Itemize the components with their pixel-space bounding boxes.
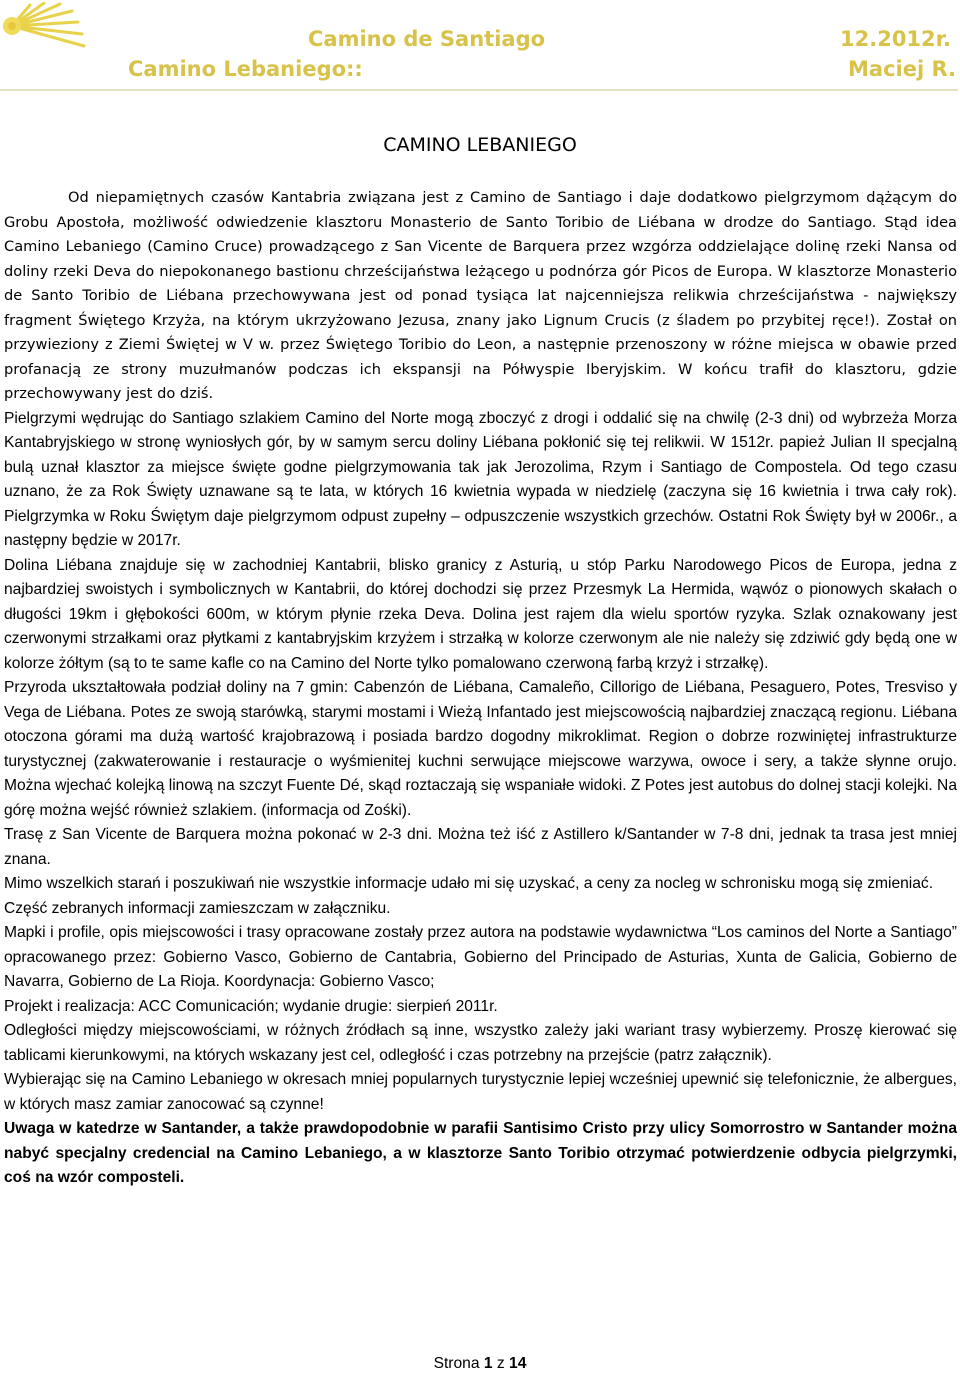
document-body [4,186,957,1191]
scallop-shell-logo [2,2,86,54]
paragraph: Mimo wszelkich starań i poszukiwań nie wszystkie informacje udało mi się uzyskać, a ceny za nocleg w schronisku mogą się zmieniać. [4,875,934,892]
header-title: Camino de Santiago [308,27,546,51]
footer-prefix: Strona [433,1355,480,1372]
paragraph: Projekt i realizacja: ACC Comunicación; wydanie drugie: sierpień 2011r. [4,997,498,1015]
page-total: 14 [509,1355,527,1372]
page-title: CAMINO LEBANIEGO [383,134,577,156]
scallop-shell-icon [2,2,86,54]
paragraph: Mapki i profile, opis miejscowości i trasy opracowane zostały przez autora na podstawie wydawnictwa “Los caminos del Norte a Santiago” opracowanego przez: Gobierno Vasco, Gobierno de Cantabria, Gobierno del Principado de Asturias, Xunta de Galicia, Gobierno de Navarra, Gobierno de La Rioja. Koordynacja: Gobierno Vasco; [4,924,957,990]
paragraph: Pielgrzymi wędrując do Santiago szlakiem Camino del Norte mogą zboczyć z drogi i oddalić się na chwilę (2-3 dni) od wybrzeża Morza Kantabryjskiego w stronę wyniosłych gór, by w samym sercu doliny Liébana pokłonić się tej relikwii. W 1512r. papież Julian II specjalną bulą uznał klasztor za miejsce święte godne pielgrzymowania tak jak Jerozolima, Rzym i Santiago de Compostela. Od tego czasu uznano, że za Rok Święty uznawane są te lata, w których 16 kwietnia wypada w niedzielę (zaczyna się 16 kwietnia i trwa cały rok). Pielgrzymka w Roku Świętym daje pielgrzymom odpust zupełny – odpuszczenie wszystkich grzechów. Ostatni Rok Święty był w 2006r., a następny będzie w 2017r. [4,409,957,549]
paragraph: Przyroda ukształtowała podział doliny na 7 gmin: Cabenzón de Liébana, Camaleño, Cillorigo de Liébana, Pesaguero, Potes, Tresviso y Vega de Liébana. Potes ze swoją starówką, starymi mostami i Wieżą Infantado jest miejscowością najbardziej znaczącą regionu. Liébana otoczona górami ma dużą wartość krajobrazową i posiada bardzo dogodny mikroklimat. Region o dobrze rozwiniętej infrastrukturze turystycznej (zakwaterowanie i restauracje o wyśmienitej kuchni serwujące miejscowe warzywa, owoce i sery, a także słynne orujo. Można wjechać kolejką linową na szczyt Fuente Dé, skąd roztaczają się wspaniałe widoki. Z Potes jest autobus do dolnej stacji kolejki. Na górę można wejść również szlakiem. (informacja od Zośki). [4,679,957,819]
header-subtitle: Camino Lebaniego:: [128,57,363,81]
header-date: 12.2012r. [840,27,951,51]
paragraph: Wybierając się na Camino Lebaniego w okresach mniej popularnych turystycznie lepiej wcześniej upewnić się telefonicznie, że albergues, w których masz zamiar zanocować są czynne! [4,1071,957,1113]
page-footer [0,1354,960,1374]
paragraph: Odległości między miejscowościami, w różnych źródłach są inne, wszystko zależy jaki wariant trasy wybierzemy. Proszę kierować się tablicami kierunkowymi, na których wskazany jest cel, odległość i czas potrzebny na przejście (patrz załącznik). [4,1022,957,1064]
paragraph: Dolina Liébana znajduje się w zachodniej Kantabrii, blisko granicy z Asturią, u stóp Parku Narodowego Picos de Europa, jedna z najbardziej swoistych i symbolicznych w Kantabrii, do której dochodzi się przez Przesmyk La Hermida, wąwóz o pionowych skałach o długości 19km i głębokości 600m, w którym płynie rzeka Deva. Dolina jest rajem dla wielu sportów ryzyka. Szlak oznakowany jest czerwonymi strzałkami oraz płytkami z kantabryjskim krzyżem i strzałką w kolorze czerwonym ale nie należy się zdziwić gdy będą one w kolorze żółtym (są to te same kafle co na Camino del Norte tylko pomalowano czerwoną farbą krzyż i strzałkę). [4,556,957,672]
warning-paragraph: Uwaga w katedrze w Santander, a także prawdopodobnie w parafii Santisimo Cristo przy ulicy Somorrostro w Santander można nabyć specjalny credencial na Camino Lebaniego, a w klasztorze Santo Toribio otrzymać potwierdzenie odbycia pielgrzymki, coś na wzór composteli. [4,1120,957,1186]
header-author: Maciej R. [848,57,957,81]
header-divider [0,89,958,91]
paragraph: Od niepamiętnych czasów Kantabria związana jest z Camino de Santiago i daje dodatkowo pielgrzymom dążącym do Grobu Apostoła, możliwość odwiedzenie klasztoru Monasterio de Santo Toribio de Liébana w drodze do Santiago. Stąd idea Camino Lebaniego (Camino Cruce) prowadzącego z San Vicente de Barquera przez wzgórza oddzielające dolinę rzeki Nansa od doliny rzeki Deva do niepokonanego bastionu chrześcijaństwa leżącego u podnórza gór Picos de Europa. W klasztorze Monasterio de Santo Toribio de Liébana przechowywana jest od ponad tysiąca lat najcenniejsza relikwia chrześcijaństwa - największy fragment Świętego Krzyża, na którym ukrzyżowano Jezusa, znany jako Lignum Crucis (z śladem po przybitej ręce!). Został on przywieziony z Ziemi Świętej w V w. przez Świętego Toribio do Leon, a następnie przenoszony w różne miejsca w obawie przed profanacją ze strony muzułmanów podczas ich ekspansji na Półwyspie Iberyjskim. W końcu trafił do klasztoru, gdzie przechowywany jest do dziś. [4,189,957,402]
page-number: 1 [483,1355,493,1372]
paragraph: Część zebranych informacji zamieszczam w załączniku. [4,899,391,917]
paragraph: Trasę z San Vicente de Barquera można pokonać w 2-3 dni. Można też iść z Astillero k/Santander w 7-8 dni, jednak ta trasa jest mniej znana. [4,826,957,868]
footer-separator: z [496,1355,505,1372]
